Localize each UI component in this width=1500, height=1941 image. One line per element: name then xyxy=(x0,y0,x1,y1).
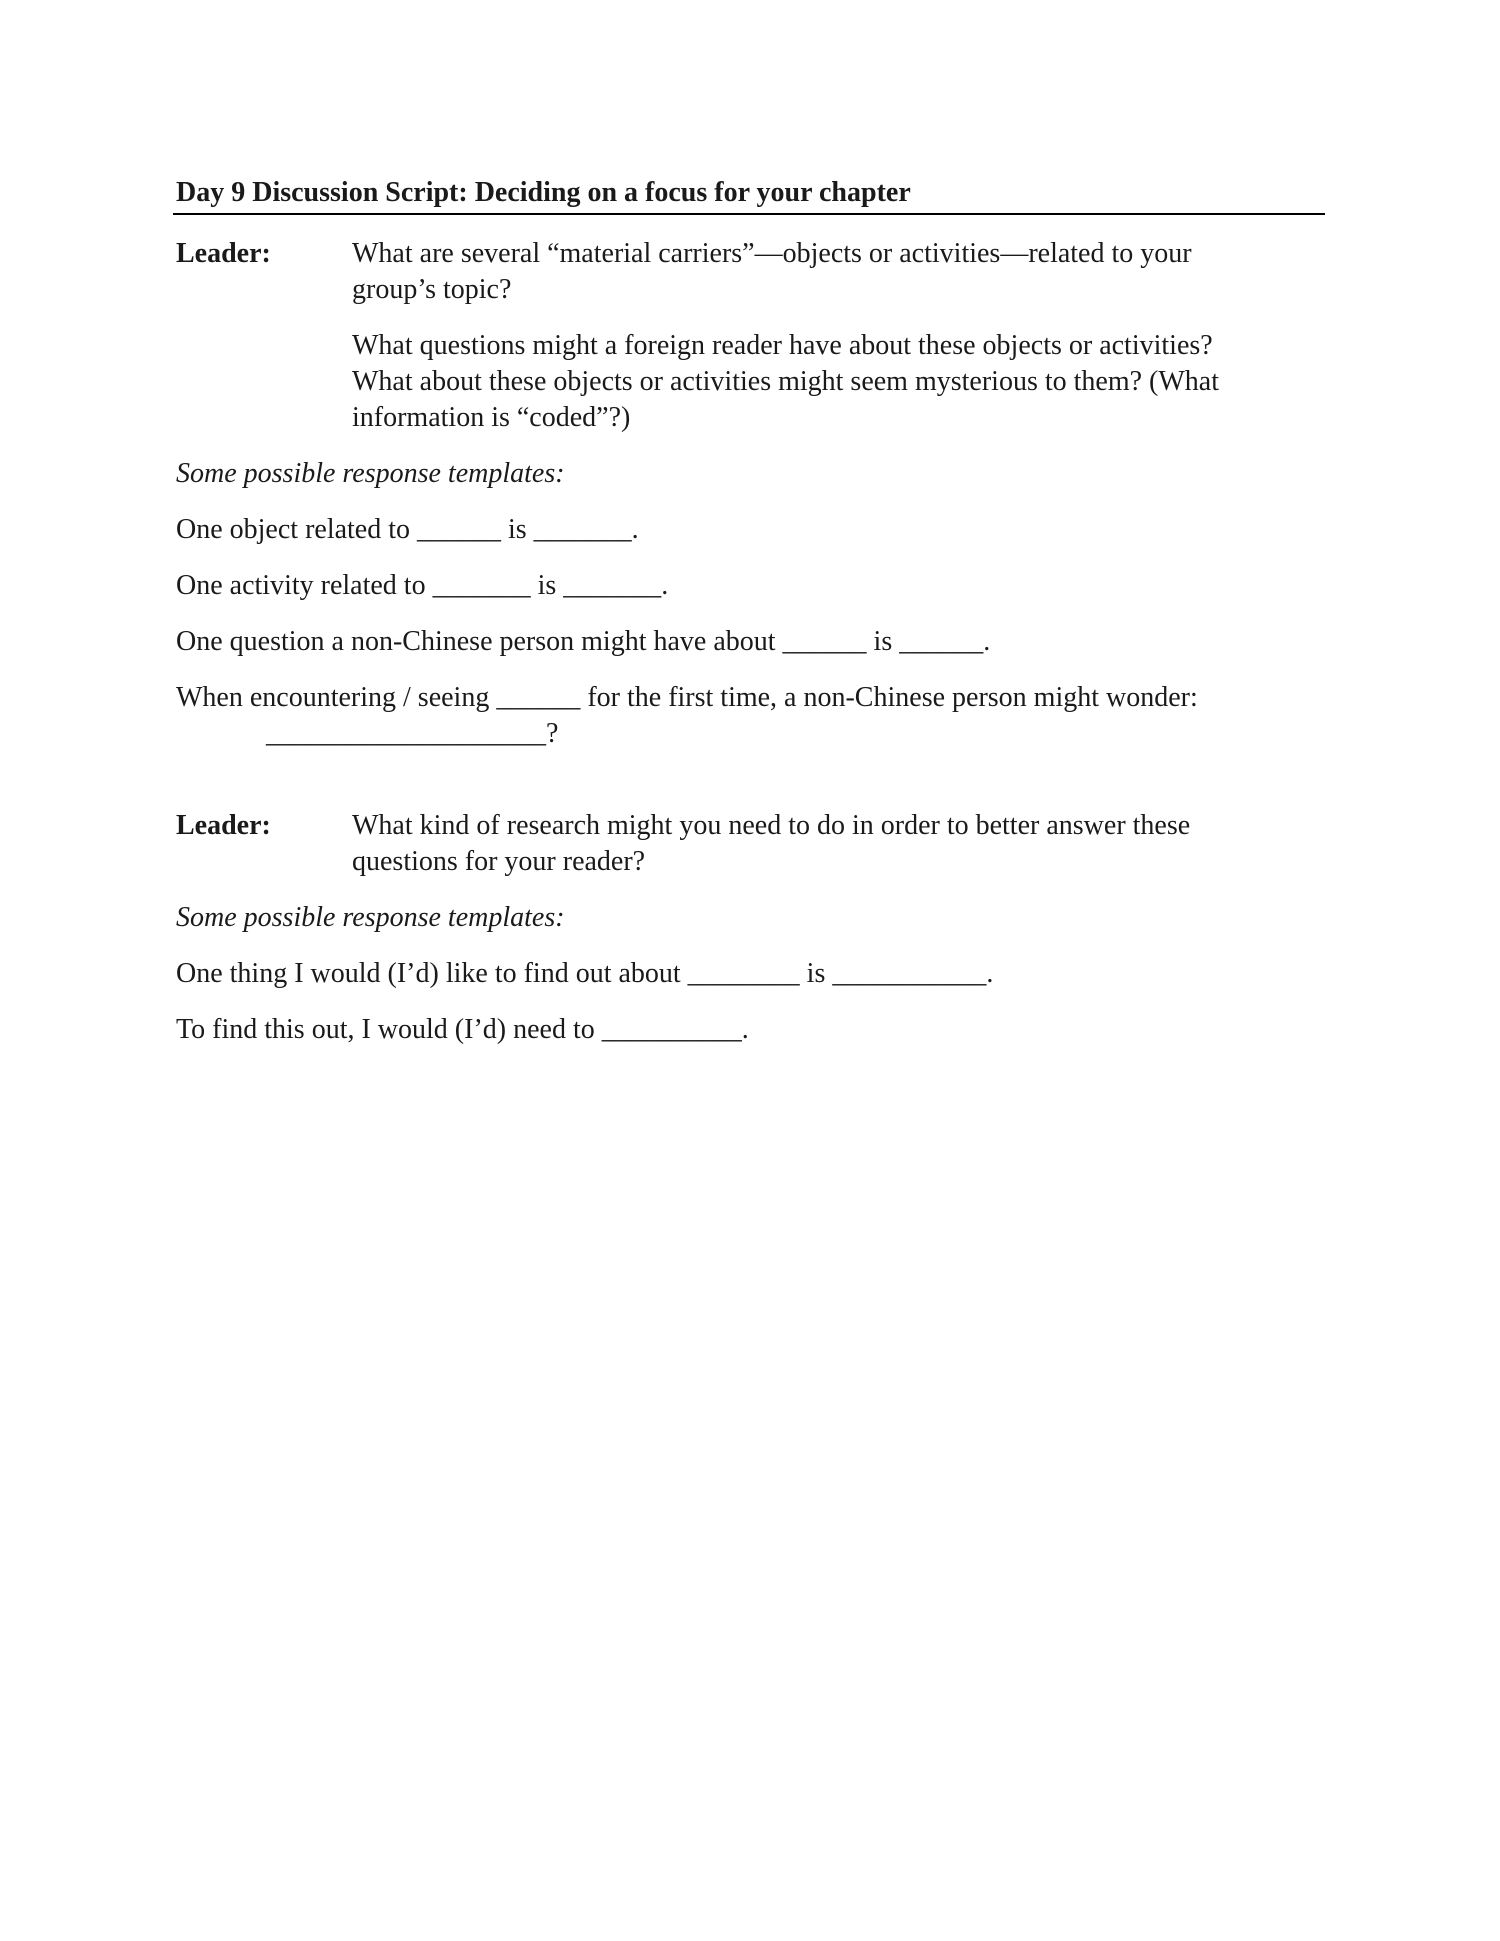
response-template-need-to: To find this out, I would (I’d) need to __________. xyxy=(176,1014,749,1045)
response-template-wonder-line-1: When encountering / seeing ______ for the first time, a non-Chinese person might wonder: xyxy=(176,682,1198,713)
response-templates-heading-2: Some possible response templates: xyxy=(176,902,565,933)
response-templates-heading: Some possible response templates: xyxy=(176,458,565,489)
leader-question-2-line-1: What questions might a foreign reader have about these objects or activities? xyxy=(352,330,1213,361)
page-title: Day 9 Discussion Script: Deciding on a focus for your chapter xyxy=(176,177,911,208)
response-template-question: One question a non-Chinese person might have about ______ is ______. xyxy=(176,626,991,657)
leader-research-question-line-2: questions for your reader? xyxy=(352,846,646,877)
speaker-label-leader-2: Leader: xyxy=(176,810,271,841)
leader-question-1-line-2: group’s topic? xyxy=(352,274,512,305)
response-template-activity: One activity related to _______ is _______. xyxy=(176,570,669,601)
response-template-object: One object related to ______ is _______. xyxy=(176,514,639,545)
leader-question-1-line-1: What are several “material carriers”—objects or activities—related to your xyxy=(352,238,1192,269)
leader-research-question-line-1: What kind of research might you need to do in order to better answer these xyxy=(352,810,1191,841)
title-underline xyxy=(173,213,1325,215)
speaker-label-leader: Leader: xyxy=(176,238,271,269)
leader-question-2-line-3: information is “coded”?) xyxy=(352,402,631,433)
response-template-find-out: One thing I would (I’d) like to find out about ________ is ___________. xyxy=(176,958,994,989)
leader-question-2-line-2: What about these objects or activities might seem mysterious to them? (What xyxy=(352,366,1219,397)
response-template-wonder-line-2: ____________________? xyxy=(266,718,559,749)
